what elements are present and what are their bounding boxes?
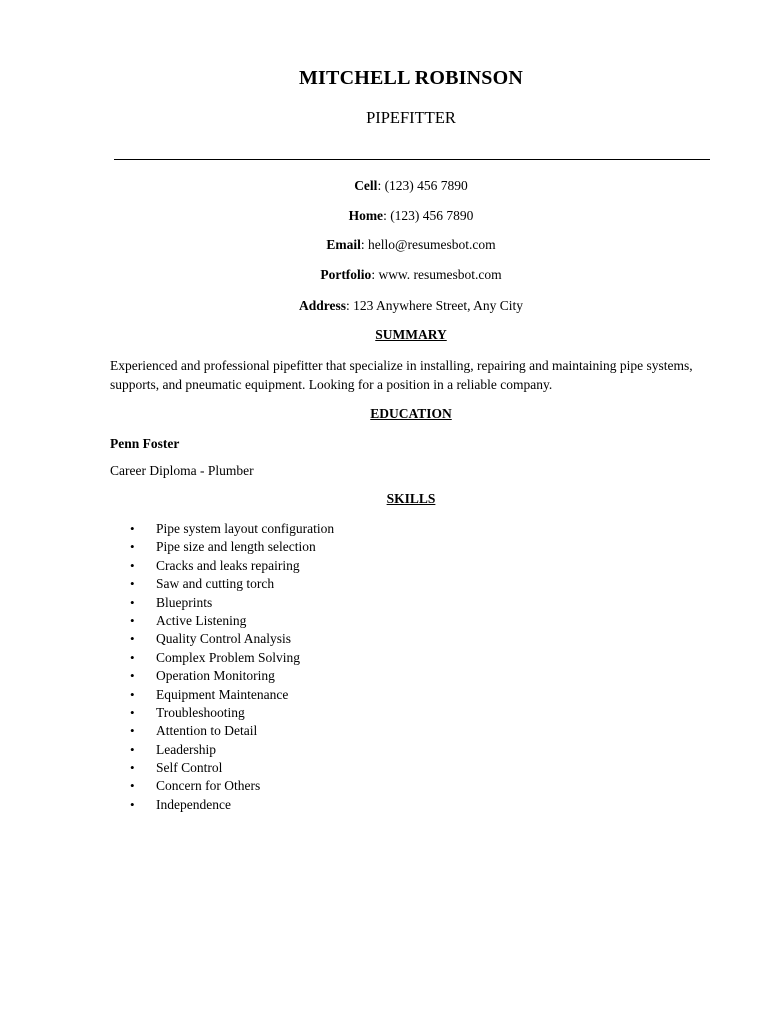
summary-heading: SUMMARY xyxy=(375,327,447,342)
cell-value: : (123) 456 7890 xyxy=(377,178,468,193)
skill-item xyxy=(130,705,334,723)
home-label: Home xyxy=(348,208,384,223)
job-title: PIPEFITTER xyxy=(366,108,456,127)
skills-list xyxy=(130,521,334,815)
bullet-icon: • xyxy=(130,631,135,647)
skill-item xyxy=(130,668,334,686)
contact-address xyxy=(0,298,768,314)
skill-item xyxy=(130,613,334,631)
bullet-icon: • xyxy=(130,612,135,628)
skill-item xyxy=(130,595,334,613)
skill-item xyxy=(130,723,334,741)
education-heading: EDUCATION xyxy=(370,406,452,421)
bullet-icon: • xyxy=(130,521,135,536)
bullet-icon: • xyxy=(130,686,135,702)
cell-label: Cell xyxy=(354,178,378,193)
skill-item xyxy=(130,742,334,760)
address-label: Address xyxy=(299,298,347,313)
email-value: : hello@resumesbot.com xyxy=(360,237,496,252)
skill-label: Concern for Others xyxy=(156,778,261,794)
skill-label: Self Control xyxy=(156,760,223,776)
skill-label: Operation Monitoring xyxy=(156,668,275,684)
bullet-icon: • xyxy=(130,594,135,610)
bullet-icon: • xyxy=(130,557,135,573)
bullet-icon: • xyxy=(130,741,135,757)
summary-text: Experienced and professional pipefitter that specialize in installing, repairing and maintaining pipe systems, supports, and pneumatic equipment. Looking for a position in a reliable company. xyxy=(110,358,693,392)
skill-item xyxy=(130,576,334,594)
skill-label: Troubleshooting xyxy=(156,704,245,720)
home-value: : (123) 456 7890 xyxy=(383,208,474,223)
address-value: : 123 Anywhere Street, Any City xyxy=(346,298,523,313)
skill-label: Blueprints xyxy=(156,594,213,610)
skills-heading: SKILLS xyxy=(386,491,436,506)
portfolio-label: Portfolio xyxy=(320,267,372,282)
skill-label: Quality Control Analysis xyxy=(156,631,291,647)
skill-item xyxy=(130,631,334,649)
skill-item xyxy=(130,650,334,668)
bullet-icon: • xyxy=(130,539,135,555)
skill-label: Saw and cutting torch xyxy=(156,576,275,592)
portfolio-value: : www. resumesbot.com xyxy=(371,267,502,282)
skill-item xyxy=(130,797,334,815)
education-school: Penn Foster xyxy=(110,436,180,451)
skill-item xyxy=(130,539,334,557)
header-divider xyxy=(114,159,710,160)
bullet-icon: • xyxy=(130,796,135,812)
skill-item xyxy=(130,558,334,576)
skill-label: Pipe size and length selection xyxy=(156,539,316,555)
skill-label: Pipe system layout configuration xyxy=(156,521,335,536)
bullet-icon: • xyxy=(130,576,135,592)
email-label: Email xyxy=(326,237,361,252)
skill-item xyxy=(130,778,334,796)
candidate-name: MITCHELL ROBINSON xyxy=(298,67,523,89)
contact-cell xyxy=(0,178,768,194)
bullet-icon: • xyxy=(130,649,135,665)
education-degree: Career Diploma - Plumber xyxy=(110,463,254,478)
skill-item xyxy=(130,521,334,539)
bullet-icon: • xyxy=(130,778,135,794)
skill-label: Complex Problem Solving xyxy=(156,649,301,665)
bullet-icon: • xyxy=(130,668,135,684)
contact-email xyxy=(0,237,768,253)
skill-item xyxy=(130,760,334,778)
bullet-icon: • xyxy=(130,760,135,776)
skill-label: Equipment Maintenance xyxy=(156,686,289,702)
contact-home xyxy=(0,208,768,224)
bullet-icon: • xyxy=(130,704,135,720)
skill-label: Attention to Detail xyxy=(156,723,258,739)
skill-item xyxy=(130,687,334,705)
skill-label: Cracks and leaks repairing xyxy=(156,557,300,573)
bullet-icon: • xyxy=(130,723,135,739)
skill-label: Active Listening xyxy=(156,612,247,628)
skill-label: Leadership xyxy=(156,741,216,757)
skill-label: Independence xyxy=(156,796,231,812)
contact-portfolio xyxy=(0,267,768,283)
